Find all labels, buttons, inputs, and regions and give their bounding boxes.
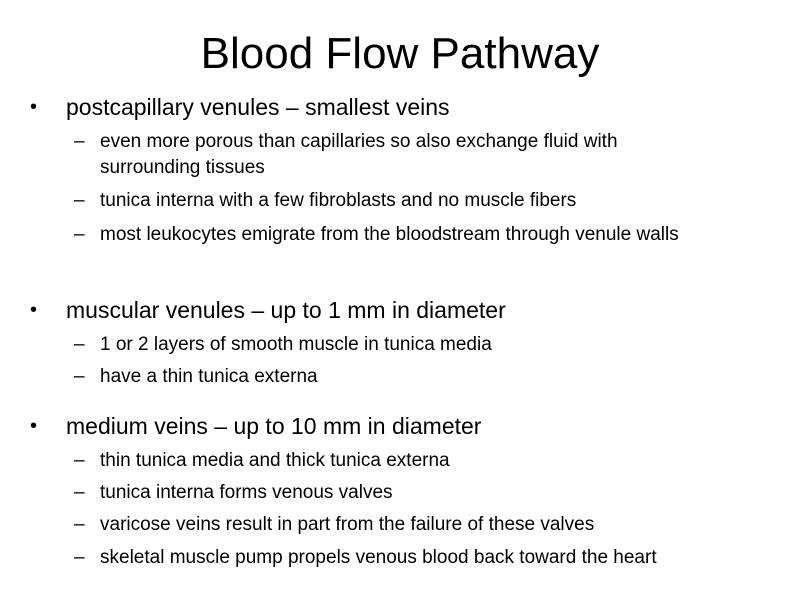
bullet-icon: • (30, 299, 38, 321)
list-item: varicose veins result in part from the failure of these valves (100, 514, 595, 535)
dash-icon: – (74, 366, 85, 387)
dash-icon: – (74, 224, 85, 245)
dash-icon: – (74, 334, 85, 355)
list-item: 1 or 2 layers of smooth muscle in tunica media (100, 334, 492, 355)
list-item: tunica interna forms venous valves (100, 482, 393, 503)
dash-icon: – (74, 482, 85, 503)
dash-icon: – (74, 514, 85, 535)
bullet-icon: • (30, 96, 38, 118)
list-item: thin tunica media and thick tunica externa (100, 450, 450, 471)
section-heading: postcapillary venules – smallest veins (66, 94, 450, 120)
list-item: tunica interna with a few fibroblasts and no muscle fibers (100, 190, 577, 211)
list-item: most leukocytes emigrate from the bloodstream through venule walls (100, 224, 679, 245)
slide-title: Blood Flow Pathway (200, 29, 600, 78)
list-item: even more porous than capillaries so also exchange fluid with surrounding tissues (100, 131, 618, 178)
dash-icon: – (74, 190, 85, 211)
dash-icon: – (74, 547, 85, 568)
section-heading: muscular venules – up to 1 mm in diameter (66, 297, 506, 323)
section-heading: medium veins – up to 10 mm in diameter (66, 413, 482, 439)
dash-icon: – (74, 131, 85, 152)
bullet-icon: • (30, 415, 38, 437)
list-item: skeletal muscle pump propels venous blood back toward the heart (100, 547, 657, 568)
list-item: have a thin tunica externa (100, 366, 318, 387)
dash-icon: – (74, 450, 85, 471)
